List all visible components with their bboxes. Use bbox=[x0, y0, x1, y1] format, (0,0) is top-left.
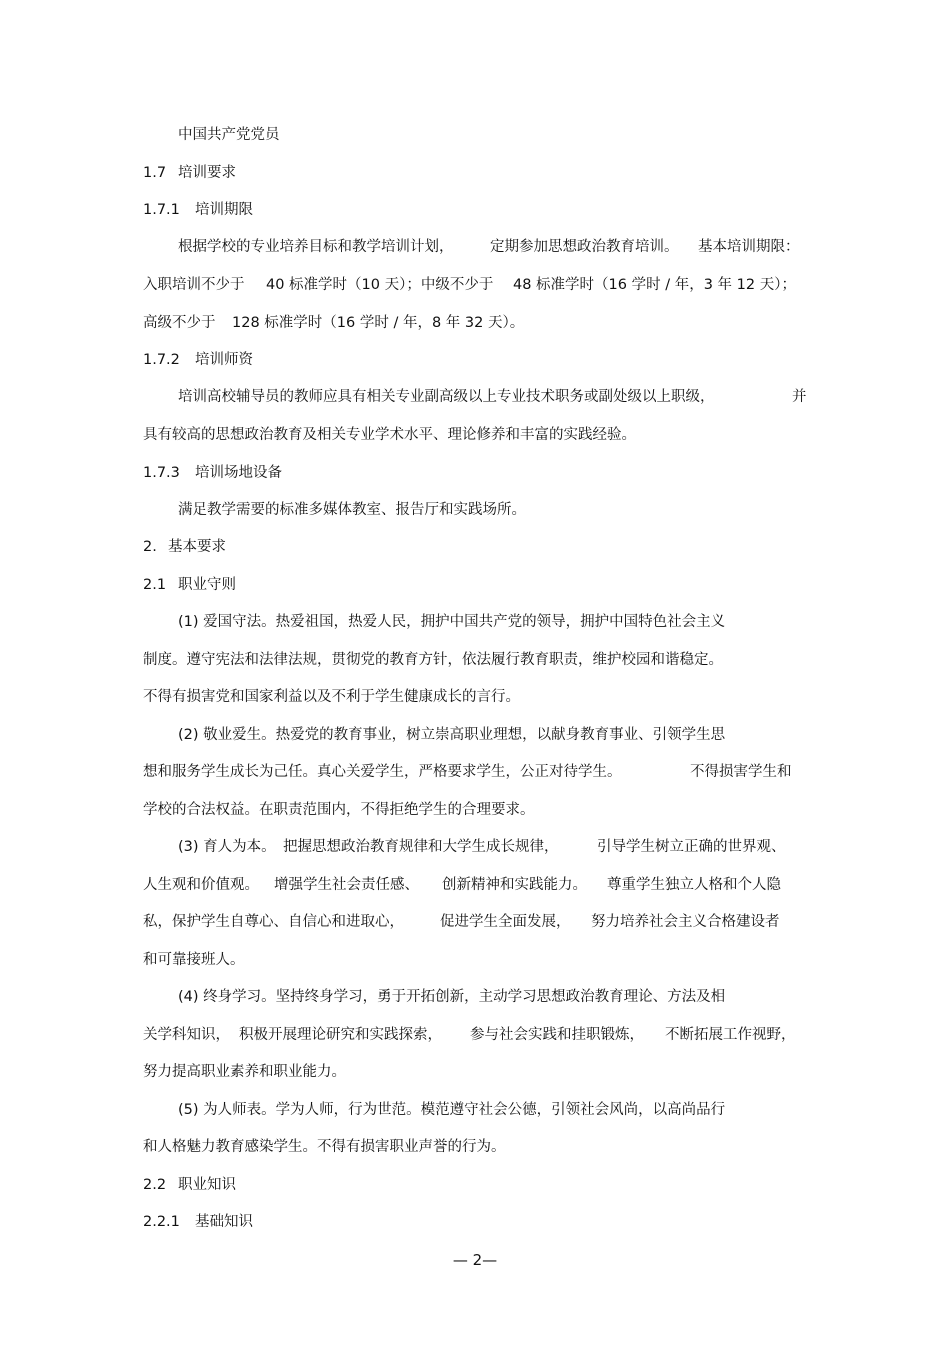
text-segment: 努力提高职业素养和职业能力。 bbox=[143, 1064, 346, 1080]
text-segment: 培训要求 bbox=[178, 165, 236, 181]
text-segment: 积极开展理论研究和实践探索， bbox=[239, 1027, 442, 1043]
text-segment: 40 标准学时（10 天）；中级不少于 bbox=[266, 277, 494, 293]
text-segment: 职业守则 bbox=[178, 577, 236, 593]
text-segment: 2. bbox=[143, 539, 157, 555]
text-segment: 把握思想政治教育规律和大学生成长规律， bbox=[283, 839, 559, 855]
text-segment: (1) 爱国守法。热爱祖国，热爱人民，拥护中国共产党的领导，拥护中国特色社会主义 bbox=[178, 614, 726, 630]
text-segment: 2.2.1 bbox=[143, 1214, 180, 1230]
text-segment: 尊重学生独立人格和个人隐 bbox=[607, 877, 781, 893]
text-segment: (4) 终身学习。坚持终身学习，勇于开拓创新，主动学习思想政治教育理论、方法及相 bbox=[178, 989, 726, 1005]
text-segment: (3) 育人为本。 bbox=[178, 839, 276, 855]
text-segment: 基础知识 bbox=[195, 1214, 253, 1230]
text-segment: 1.7.3 bbox=[143, 465, 180, 481]
text-segment: 增强学生社会责任感、 bbox=[274, 877, 419, 893]
text-segment: 1.7.1 bbox=[143, 202, 180, 218]
text-segment: 1.7.2 bbox=[143, 352, 180, 368]
text-segment: 根据学校的专业培养目标和教学培训计划， bbox=[178, 239, 454, 255]
text-segment: 努力培养社会主义合格建设者 bbox=[591, 914, 780, 930]
text-segment: 和可靠接班人。 bbox=[143, 952, 245, 968]
text-segment: 职业知识 bbox=[178, 1177, 236, 1193]
text-segment: 不断拓展工作视野， bbox=[665, 1027, 796, 1043]
text-segment: 2.2 bbox=[143, 1177, 167, 1193]
text-segment: 促进学生全面发展， bbox=[440, 914, 571, 930]
text-segment: 培训高校辅导员的教师应具有相关专业副高级以上专业技术职务或副处级以上职级， bbox=[178, 389, 715, 405]
text-segment: 具有较高的思想政治教育及相关专业学术水平、理论修养和丰富的实践经验。 bbox=[143, 427, 636, 443]
text-segment: (2) 敬业爱生。热爱党的教育事业，树立崇高职业理想，以献身教育事业、引领学生思 bbox=[178, 727, 726, 743]
text-segment: 2.1 bbox=[143, 577, 167, 593]
text-segment: 基本要求 bbox=[168, 539, 226, 555]
text-segment: 制度。遵守宪法和法律法规，贯彻党的教育方针，依法履行教育职责，维护校园和谐稳定。 bbox=[143, 652, 723, 668]
text-segment: 128 标准学时（16 学时 / 年，8 年 32 天）。 bbox=[232, 315, 525, 331]
text-segment: 培训师资 bbox=[195, 352, 253, 368]
text-segment: 定期参加思想政治教育培训。 bbox=[490, 239, 679, 255]
text-segment: (5) 为人师表。学为人师，行为世范。模范遵守社会公德，引领社会风尚，以高尚品行 bbox=[178, 1102, 726, 1118]
text-segment: 入职培训不少于 bbox=[143, 277, 245, 293]
text-segment: 不得有损害党和国家利益以及不利于学生健康成长的言行。 bbox=[143, 689, 520, 705]
text-segment: 并 bbox=[792, 389, 807, 405]
text-segment: 私，保护学生自尊心、自信心和进取心， bbox=[143, 914, 404, 930]
text-segment: 想和服务学生成长为己任。真心关爱学生，严格要求学生，公正对待学生。 bbox=[143, 764, 622, 780]
text-segment: 不得损害学生和 bbox=[690, 764, 792, 780]
text-segment: 参与社会实践和挂职锻炼， bbox=[470, 1027, 644, 1043]
text-segment: 高级不少于 bbox=[143, 315, 216, 331]
text-segment: 48 标准学时（16 学时 / 年，3 年 12 天）； bbox=[513, 277, 796, 293]
text-segment: 1.7 bbox=[143, 165, 167, 181]
text-segment: 满足教学需要的标准多媒体教室、报告厅和实践场所。 bbox=[178, 502, 526, 518]
text-segment: 引导学生树立正确的世界观、 bbox=[597, 839, 786, 855]
text-segment: 培训期限 bbox=[195, 202, 253, 218]
text-segment: 关学科知识， bbox=[143, 1027, 230, 1043]
text-segment: 人生观和价值观。 bbox=[143, 877, 259, 893]
text-segment: 中国共产党党员 bbox=[178, 127, 280, 143]
page-number: — 2— bbox=[452, 1251, 498, 1269]
text-segment: 学校的合法权益。在职责范围内，不得拒绝学生的合理要求。 bbox=[143, 802, 535, 818]
text-segment: 基本培训期限： bbox=[698, 239, 800, 255]
text-segment: 创新精神和实践能力。 bbox=[442, 877, 587, 893]
text-segment: 和人格魅力教育感染学生。不得有损害职业声誉的行为。 bbox=[143, 1139, 506, 1155]
text-segment: 培训场地设备 bbox=[195, 465, 282, 481]
